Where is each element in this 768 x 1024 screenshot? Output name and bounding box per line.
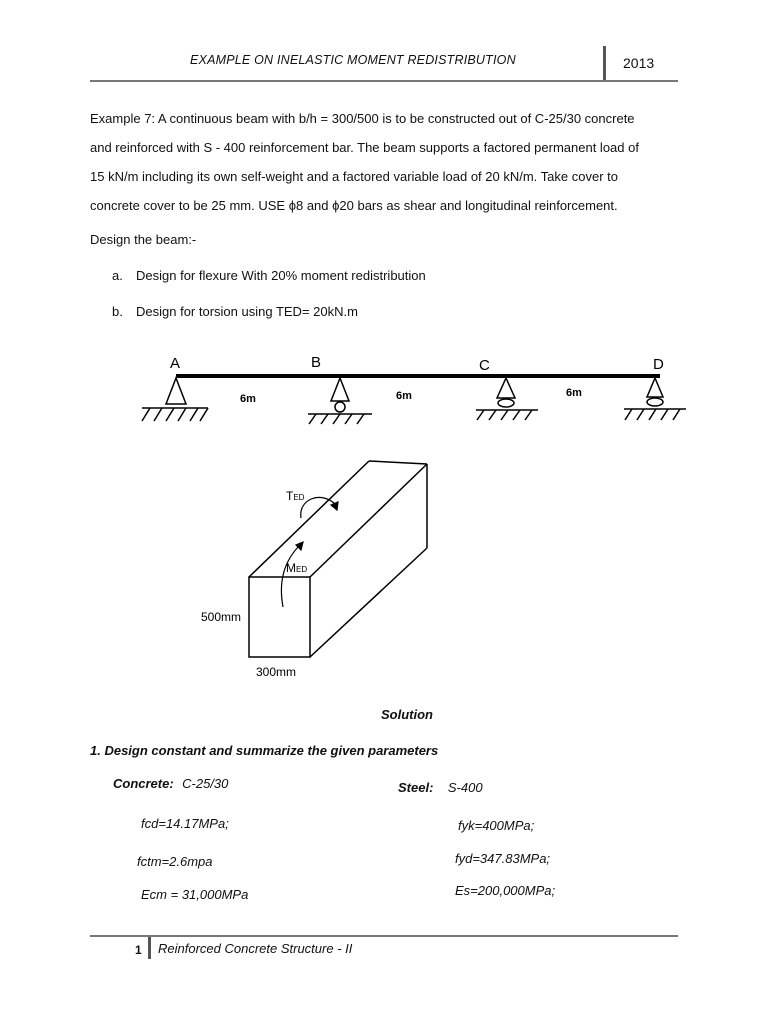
support-d: [624, 378, 686, 420]
concrete-grade: C-25/30: [182, 776, 229, 791]
list-item: [112, 268, 426, 283]
list-text: Design for flexure With 20% moment redistribution: [136, 268, 426, 283]
header-year: 2013: [623, 55, 655, 71]
concrete-prop: Ecm = 31,000MPa: [141, 887, 249, 902]
support-label: C: [479, 357, 490, 374]
concrete-label: Concrete:: [113, 776, 174, 791]
list-text: Design for torsion using TED= 20kN.m: [136, 304, 358, 319]
support-a: [142, 378, 208, 421]
footer-divider: [148, 937, 151, 959]
header-title: EXAMPLE ON INELASTIC MOMENT REDISTRIBUTION: [190, 53, 516, 67]
support-c: [476, 378, 538, 420]
moment-label: MED: [286, 561, 308, 575]
footer-rule: [90, 935, 678, 937]
steel-prop: Es=200,000MPa;: [455, 883, 556, 898]
list-marker: a.: [112, 268, 123, 283]
span-label: 6m: [396, 390, 412, 402]
support-label: B: [311, 354, 322, 371]
concrete-row: [113, 775, 228, 793]
footer-title: Reinforced Concrete Structure - II: [158, 941, 353, 956]
concrete-prop: fcd=14.17MPa;: [141, 816, 229, 831]
design-intro: Design the beam:-: [90, 232, 197, 247]
beam-section-box: [249, 461, 427, 657]
torque-label: TED: [286, 489, 305, 503]
span-label: 6m: [566, 387, 582, 399]
list-item: [112, 304, 358, 319]
steel-label: Steel:: [398, 780, 434, 795]
steel-grade: S-400: [447, 780, 483, 795]
steel-prop: fyd=347.83MPa;: [455, 851, 551, 866]
support-label: A: [170, 355, 181, 372]
problem-line: concrete cover to be 25 mm. USE ϕ8 and ϕ20 bars as shear and longitudinal reinforcement.: [90, 198, 618, 213]
problem-statement: [90, 104, 690, 220]
header-divider: [603, 46, 606, 80]
header-rule: [90, 80, 678, 82]
height-label: 500mm: [201, 610, 242, 624]
torque-arrow: [301, 497, 338, 518]
solution-title: Solution: [381, 707, 433, 722]
support-b: [308, 378, 372, 424]
steel-prop: fyk=400MPa;: [458, 818, 535, 833]
concrete-prop: fctm=2.6mpa: [137, 854, 213, 869]
list-marker: b.: [112, 304, 123, 319]
steel-row: [398, 779, 483, 797]
problem-line: Example 7: A continuous beam with b/h = 300/500 is to be constructed out of C-25/30 concrete: [90, 111, 635, 126]
moment-arrow: [281, 542, 303, 607]
width-label: 300mm: [256, 665, 297, 679]
problem-line: and reinforced with S - 400 reinforcement bar. The beam supports a factored permanent load of: [90, 140, 639, 155]
support-label: D: [653, 356, 664, 373]
step-heading: 1. Design constant and summarize the given parameters: [90, 743, 439, 758]
problem-line: 15 kN/m including its own self-weight and a factored variable load of 20 kN/m. Take cover to: [90, 169, 618, 184]
span-label: 6m: [240, 393, 256, 405]
page-number: 1: [135, 943, 142, 957]
